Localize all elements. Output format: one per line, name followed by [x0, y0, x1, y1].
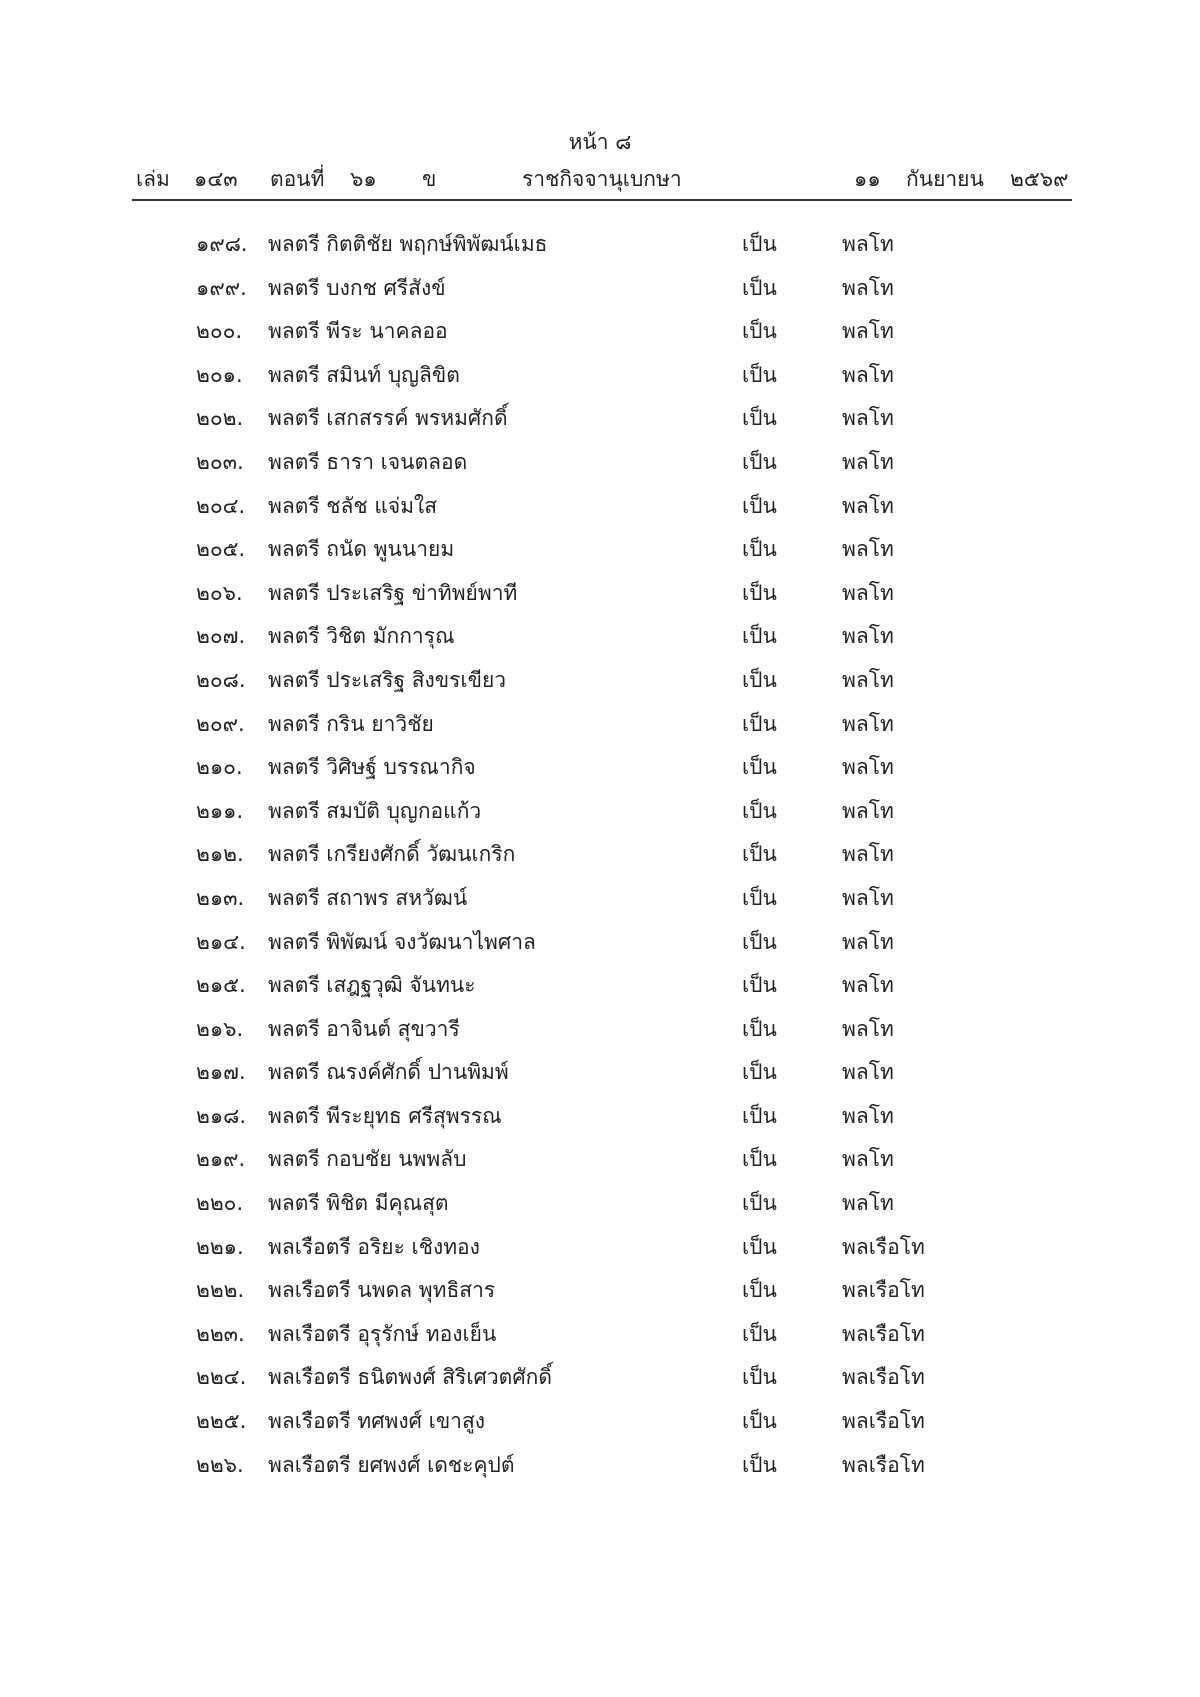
volume-label: เล่ม — [136, 167, 170, 191]
entry-connector: เป็น — [742, 1278, 777, 1303]
list-item — [0, 1050, 1200, 1094]
entry-rank: พลโท — [842, 624, 894, 649]
list-item — [0, 266, 1200, 310]
entry-connector: เป็น — [742, 275, 777, 300]
entry-rank: พลเรือโท — [842, 1234, 925, 1259]
entry-rank: พลโท — [842, 973, 894, 998]
entry-connector: เป็น — [742, 842, 777, 867]
entry-number: ๒๐๒. — [196, 406, 244, 431]
entry-rank: พลโท — [842, 580, 894, 605]
gazette-title: ราชกิจจานุเบกษา — [522, 167, 682, 191]
date-year: ๒๕๖๙ — [1010, 167, 1069, 191]
entry-rank: พลโท — [842, 667, 894, 692]
entry-connector: เป็น — [742, 362, 777, 387]
entry-number: ๒๑๓. — [196, 885, 245, 910]
entry-rank: พลโท — [842, 449, 894, 474]
entry-connector: เป็น — [742, 406, 777, 431]
entry-connector: เป็น — [742, 449, 777, 474]
list-item — [0, 745, 1200, 789]
entry-rank: พลโท — [842, 1060, 894, 1085]
entry-connector: เป็น — [742, 885, 777, 910]
entry-connector: เป็น — [742, 755, 777, 780]
entry-number: ๒๑๙. — [196, 1147, 246, 1172]
entry-connector: เป็น — [742, 929, 777, 954]
entry-rank: พลโท — [842, 537, 894, 562]
entry-rank: พลโท — [842, 406, 894, 431]
entry-connector: เป็น — [742, 580, 777, 605]
list-item — [0, 1137, 1200, 1181]
entry-rank: พลโท — [842, 885, 894, 910]
entry-rank: พลเรือโท — [842, 1452, 925, 1477]
entry-number: ๒๑๗. — [196, 1060, 246, 1085]
entry-rank: พลโท — [842, 842, 894, 867]
entry-name: พลเรือตรี นพดล พุทธิสาร — [268, 1278, 496, 1303]
promotion-list — [0, 222, 1200, 1486]
entry-name: พลตรี สถาพร สหวัฒน์ — [268, 885, 468, 910]
entry-rank: พลโท — [842, 275, 894, 300]
entry-number: ๒๐๘. — [196, 667, 246, 692]
entry-connector: เป็น — [742, 624, 777, 649]
list-item — [0, 1312, 1200, 1356]
entry-number: ๒๑๐. — [196, 755, 243, 780]
list-item — [0, 614, 1200, 658]
list-item — [0, 1181, 1200, 1225]
date-month: กันยายน — [906, 167, 984, 191]
entry-name: พลตรี บงกช ศรีสังข์ — [268, 275, 446, 300]
entry-rank: พลโท — [842, 319, 894, 344]
list-item — [0, 1399, 1200, 1443]
entry-connector: เป็น — [742, 1016, 777, 1041]
entry-name: พลตรี ณรงค์ศักดิ์ ปานพิมพ์ — [268, 1060, 509, 1085]
entry-number: ๒๐๑. — [196, 362, 243, 387]
entry-number: ๑๙๙. — [196, 275, 247, 300]
list-item — [0, 920, 1200, 964]
entry-number: ๒๑๑. — [196, 798, 244, 823]
entry-number: ๒๐๓. — [196, 449, 244, 474]
entry-name: พลเรือตรี ธนิตพงศ์ สิริเศวตศักดิ์ — [268, 1365, 553, 1390]
entry-rank: พลโท — [842, 232, 894, 256]
entry-name: พลตรี สมบัติ บุญกอแก้ว — [268, 798, 482, 823]
entry-name: พลตรี เกรียงศักดิ์ วัฒนเกริก — [268, 842, 516, 867]
entry-rank: พลเรือโท — [842, 1321, 925, 1346]
entry-connector: เป็น — [742, 1234, 777, 1259]
header-divider — [132, 199, 1072, 201]
entry-connector: เป็น — [742, 798, 777, 823]
list-item — [0, 1443, 1200, 1487]
entry-number: ๒๐๙. — [196, 711, 245, 736]
entry-name: พลตรี พิพัฒน์ จงวัฒนาไพศาล — [268, 929, 536, 954]
list-item — [0, 963, 1200, 1007]
list-item — [0, 396, 1200, 440]
entry-name: พลเรือตรี ทศพงศ์ เขาสูง — [268, 1409, 486, 1434]
entry-connector: เป็น — [742, 711, 777, 736]
entry-name: พลตรี ชลัช แจ่มใส — [268, 493, 438, 518]
entry-connector: เป็น — [742, 1060, 777, 1085]
entry-name: พลตรี ประเสริฐ สิงขรเขียว — [268, 667, 507, 692]
entry-number: ๒๒๑. — [196, 1234, 244, 1259]
entry-rank: พลโท — [842, 1103, 894, 1128]
volume-number: ๑๔๓ — [194, 167, 238, 191]
list-item — [0, 1007, 1200, 1051]
entry-name: พลตรี สมินท์ บุญลิขิต — [268, 362, 460, 387]
entry-name: พลตรี กิตติชัย พฤกษ์พิพัฒน์เมธ — [268, 232, 548, 256]
entry-name: พลตรี กอบชัย นพพลับ — [268, 1147, 467, 1172]
issue-label: ตอนที่ — [270, 167, 325, 191]
entry-number: ๒๒๒. — [196, 1278, 245, 1303]
entry-number: ๒๑๕. — [196, 973, 246, 998]
entry-connector: เป็น — [742, 667, 777, 692]
entry-number: ๒๐๖. — [196, 580, 243, 605]
list-item — [0, 440, 1200, 484]
entry-name: พลตรี ธารา เจนตลอด — [268, 449, 468, 474]
entry-rank: พลโท — [842, 711, 894, 736]
entry-name: พลตรี พิชิต มีคุณสุต — [268, 1191, 449, 1216]
entry-connector: เป็น — [742, 493, 777, 518]
page-number: หน้า ๘ — [568, 130, 632, 154]
entry-connector: เป็น — [742, 319, 777, 344]
entry-connector: เป็น — [742, 1365, 777, 1390]
entry-number: ๒๑๔. — [196, 929, 246, 954]
entry-name: พลตรี ถนัด พูนนายม — [268, 537, 455, 562]
entry-rank: พลเรือโท — [842, 1409, 925, 1434]
list-item — [0, 309, 1200, 353]
entry-connector: เป็น — [742, 1103, 777, 1128]
list-item — [0, 353, 1200, 397]
entry-name: พลตรี พีระยุทธ ศรีสุพรรณ — [268, 1103, 502, 1128]
list-item — [0, 702, 1200, 746]
entry-number: ๒๒๐. — [196, 1191, 244, 1216]
entry-connector: เป็น — [742, 537, 777, 562]
entry-number: ๒๒๕. — [196, 1409, 247, 1434]
entry-connector: เป็น — [742, 1191, 777, 1216]
entry-rank: พลเรือโท — [842, 1365, 925, 1390]
entry-name: พลเรือตรี ยศพงศ์ เดชะคุปต์ — [268, 1452, 515, 1477]
entry-number: ๒๑๖. — [196, 1016, 244, 1041]
list-item — [0, 222, 1200, 266]
entry-number: ๒๒๖. — [196, 1452, 244, 1477]
date-day: ๑๑ — [854, 167, 881, 191]
entry-rank: พลโท — [842, 1147, 894, 1172]
entry-number: ๒๐๐. — [196, 319, 243, 344]
entry-name: พลตรี เสฎฐวุฒิ จันทนะ — [268, 973, 476, 998]
entry-rank: พลโท — [842, 929, 894, 954]
list-item — [0, 1268, 1200, 1312]
list-item — [0, 1225, 1200, 1269]
entry-connector: เป็น — [742, 1321, 777, 1346]
entry-connector: เป็น — [742, 1147, 777, 1172]
entry-number: ๒๐๕. — [196, 537, 246, 562]
gazette-header — [132, 163, 1072, 197]
entry-number: ๒๑๘. — [196, 1103, 247, 1128]
entry-rank: พลโท — [842, 1016, 894, 1041]
list-item — [0, 658, 1200, 702]
entry-rank: พลโท — [842, 493, 894, 518]
list-item — [0, 484, 1200, 528]
entry-name: พลตรี พีระ นาคลออ — [268, 319, 448, 344]
list-item — [0, 527, 1200, 571]
entry-number: ๒๑๒. — [196, 842, 244, 867]
entry-connector: เป็น — [742, 1409, 777, 1434]
list-item — [0, 789, 1200, 833]
entry-connector: เป็น — [742, 1452, 777, 1477]
section-letter: ข — [422, 167, 437, 191]
entry-name: พลตรี เสกสรรค์ พรหมศักดิ์ — [268, 406, 508, 431]
entry-name: พลเรือตรี อุรุรักษ์ ทองเย็น — [268, 1321, 497, 1346]
entry-rank: พลโท — [842, 798, 894, 823]
entry-rank: พลโท — [842, 1191, 894, 1216]
entry-name: พลตรี วิชิต มักการุณ — [268, 624, 455, 649]
entry-rank: พลโท — [842, 755, 894, 780]
entry-rank: พลเรือโท — [842, 1278, 925, 1303]
entry-name: พลตรี ประเสริฐ ข่าทิพย์พาที — [268, 580, 518, 605]
entry-number: ๒๒๓. — [196, 1321, 245, 1346]
entry-number: ๒๐๗. — [196, 624, 246, 649]
entry-connector: เป็น — [742, 232, 777, 256]
entry-rank: พลโท — [842, 362, 894, 387]
issue-number: ๖๑ — [350, 167, 377, 191]
entry-number: ๒๒๔. — [196, 1365, 247, 1390]
entry-number: ๒๐๔. — [196, 493, 246, 518]
list-item — [0, 876, 1200, 920]
entry-connector: เป็น — [742, 973, 777, 998]
list-item — [0, 832, 1200, 876]
entry-name: พลตรี กริน ยาวิชัย — [268, 711, 434, 736]
list-item — [0, 571, 1200, 615]
entry-name: พลตรี อาจินต์ สุขวารี — [268, 1016, 460, 1041]
entry-name: พลเรือตรี อริยะ เชิงทอง — [268, 1234, 480, 1259]
list-item — [0, 1094, 1200, 1138]
entry-name: พลตรี วิศิษฐ์ บรรณากิจ — [268, 755, 476, 780]
entry-number: ๑๙๘. — [196, 232, 248, 256]
list-item — [0, 1355, 1200, 1399]
